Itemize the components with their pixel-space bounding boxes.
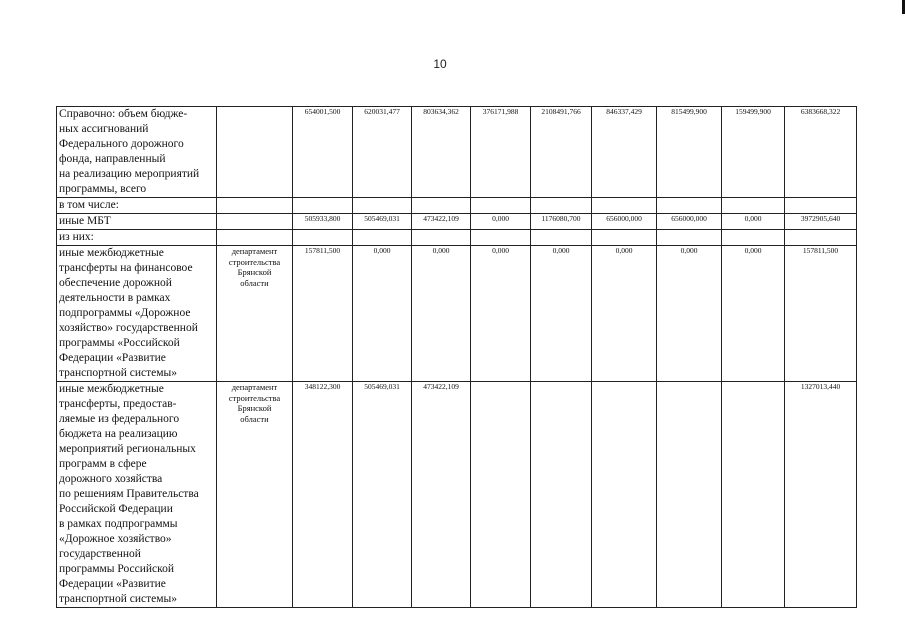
amount-cell: 159499,900: [722, 107, 785, 198]
amount-cell: 0,000: [471, 214, 531, 230]
responsible-department-cell: [217, 198, 293, 214]
amount-cell: 656000,000: [592, 214, 657, 230]
amount-cell: [471, 230, 531, 246]
amount-cell: 0,000: [722, 246, 785, 382]
amount-cell: [353, 230, 412, 246]
row-label: из них:: [59, 231, 94, 243]
row-label: иные МБТ: [59, 215, 111, 227]
amount-cell: 1327013,440: [785, 382, 857, 608]
row-label-cell: [57, 382, 217, 608]
amount-cell: 0,000: [531, 246, 592, 382]
amount-cell: 815499,900: [657, 107, 722, 198]
amount-cell: 0,000: [471, 246, 531, 382]
table-body: [57, 107, 857, 608]
amount-cell: [722, 382, 785, 608]
row-label: Справочно: объем бюдже- ных ассигнований Федерального дорожного фонда, направленный на реализацию мероприятий программы, всего: [59, 108, 200, 195]
amount-cell: [531, 198, 592, 214]
responsible-department-cell: [217, 382, 293, 608]
amount-cell: [412, 230, 471, 246]
amount-cell: [657, 382, 722, 608]
row-label-cell: [57, 198, 217, 214]
row-label: в том числе:: [59, 199, 119, 211]
amount-cell: 0,000: [592, 246, 657, 382]
amount-cell: 6383668,322: [785, 107, 857, 198]
amount-cell: 348122,300: [293, 382, 353, 608]
amount-cell: [785, 230, 857, 246]
amount-cell: [353, 198, 412, 214]
amount-cell: 376171,988: [471, 107, 531, 198]
responsible-department: департамент строительства Брянской области: [228, 382, 281, 424]
table-row: [57, 214, 857, 230]
row-label-cell: [57, 214, 217, 230]
amount-cell: [293, 198, 353, 214]
responsible-department-cell: [217, 230, 293, 246]
amount-cell: 0,000: [353, 246, 412, 382]
amount-cell: 2108491,766: [531, 107, 592, 198]
row-label: иные межбюджетные трансферты, предостав- ляемые из федерального бюджета на реализацию мероприятий региональных программ в сфере дорожного хозяйства по решениям Правительства Российской Федерации в рамках подпрограммы «Дорожное хозяйство» государственной программы Российской Федерации «Развитие транспортной системы»: [59, 383, 199, 605]
responsible-department: департамент строительства Брянской области: [228, 246, 281, 288]
amount-cell: [657, 230, 722, 246]
amount-cell: [293, 230, 353, 246]
amount-cell: 505933,800: [293, 214, 353, 230]
row-label: иные межбюджетные трансферты на финансовое обеспечение дорожной деятельности в рамках подпрограммы «Дорожное хозяйство» государственной программы «Российской Федерации «Развитие транспортной системы»: [59, 247, 198, 379]
amount-cell: [531, 230, 592, 246]
amount-cell: [722, 198, 785, 214]
amount-cell: 654001,500: [293, 107, 353, 198]
amount-cell: 0,000: [722, 214, 785, 230]
amount-cell: 656000,000: [657, 214, 722, 230]
amount-cell: [531, 382, 592, 608]
amount-cell: [592, 230, 657, 246]
amount-cell: 846337,429: [592, 107, 657, 198]
row-label-cell: [57, 107, 217, 198]
amount-cell: [722, 230, 785, 246]
amount-cell: 620031,477: [353, 107, 412, 198]
amount-cell: 0,000: [657, 246, 722, 382]
amount-cell: 473422,109: [412, 382, 471, 608]
table-row: [57, 382, 857, 608]
responsible-department-cell: [217, 246, 293, 382]
table-row: [57, 198, 857, 214]
table-row: [57, 107, 857, 198]
page-number: 10: [433, 57, 447, 71]
amount-cell: 803634,362: [412, 107, 471, 198]
amount-cell: [785, 198, 857, 214]
amount-cell: [592, 382, 657, 608]
table-row: [57, 246, 857, 382]
budget-table: [56, 106, 857, 608]
row-label-cell: [57, 230, 217, 246]
amount-cell: [471, 198, 531, 214]
amount-cell: 3972905,640: [785, 214, 857, 230]
table-row: [57, 230, 857, 246]
responsible-department-cell: [217, 107, 293, 198]
amount-cell: [412, 198, 471, 214]
amount-cell: [657, 198, 722, 214]
row-label-cell: [57, 246, 217, 382]
amount-cell: 505469,031: [353, 382, 412, 608]
amount-cell: [592, 198, 657, 214]
amount-cell: 505469,031: [353, 214, 412, 230]
amount-cell: 0,000: [412, 246, 471, 382]
amount-cell: [471, 382, 531, 608]
responsible-department-cell: [217, 214, 293, 230]
amount-cell: 473422,109: [412, 214, 471, 230]
amount-cell: 1176080,700: [531, 214, 592, 230]
amount-cell: 157811,500: [293, 246, 353, 382]
amount-cell: 157811,500: [785, 246, 857, 382]
